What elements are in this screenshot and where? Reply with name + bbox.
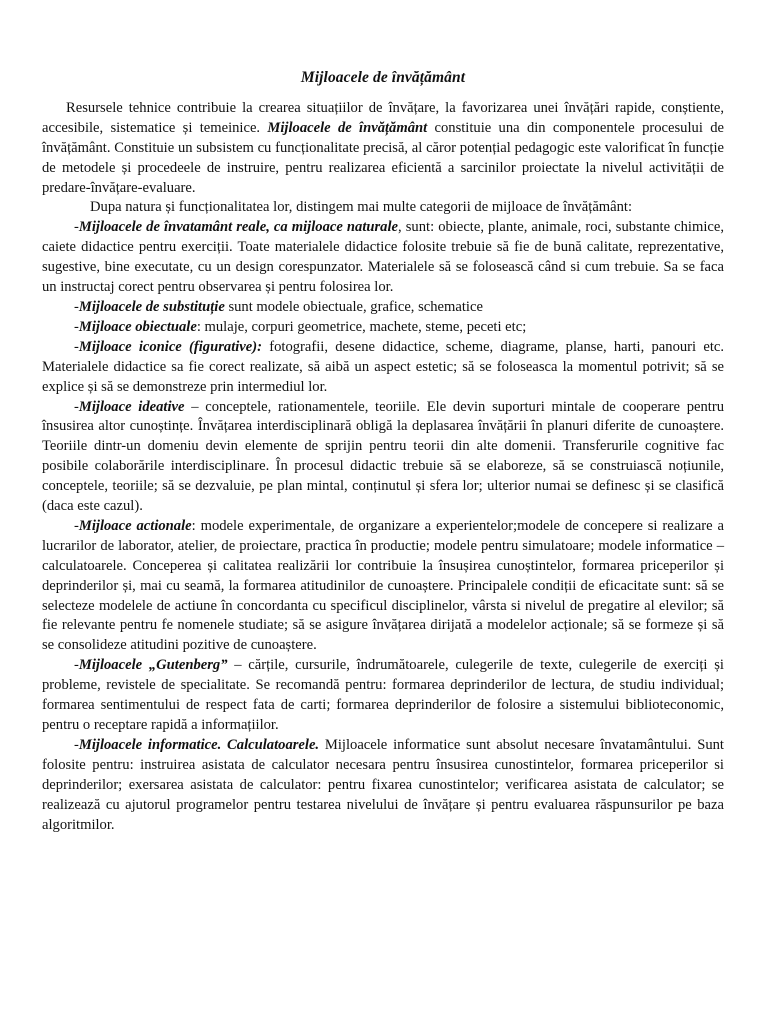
text-segment: constituie una din componentele procesului de învățământ. Constituie un subsistem cu funcționalitate precisă, al căror potențial pedagogic este valorificat în funcție de metodele și procedeele de instruire, pentru realizarea eficientă a sarcinilor proiectate la nivelul activității de predare-învățare-evaluare. xyxy=(42,119,724,196)
text-segment: : mulaje, corpuri geometrice, machete, steme, peceti etc; xyxy=(196,318,527,335)
term-obiectuale: Mijloace obiectuale xyxy=(78,318,197,335)
paragraph-iconice xyxy=(42,338,724,398)
text-segment: Mijloacele informatice sunt absolut necesare învatamântului. Sunt folosite pentru: instruirea asistata de calculator necesara pentru însusirea cunostintelor, formarea priceperilor si deprinderilor; exersarea asistata de calculator: pentru fixarea cunostintelor; verificarea asistata de calculator; se realizează cu ajutorul programelor pentru testarea nivelului de învățare și pentru evaluarea răspunsurilor pe baza algoritmilor. xyxy=(42,736,724,833)
text-segment: – conceptele, rationamentele, teoriile. Ele devin suporturi mintale de cooperare pentru însusirea altor cunoștințe. Învățarea interdisciplinară obligă la deplasarea învățării în planuri diferite de cunoaștere. Teoriile dintr-un domeniu devin elemente de sprijin pentru teorii din alte domenii. Transferurile cognitive fac posibile colaborările interdisciplinare. În procesul didactic trebuie să se elaboreze, să se construiască noțiunile, conceptele, teoriile; să se dezvaluie, pe plan mintal, conținutul și sfera lor; ulterior numai se definesc și se clasifică (daca este cazul). xyxy=(42,398,724,515)
paragraph-actionale xyxy=(42,517,724,656)
term-gutenberg: Mijloacele „Gutenberg” xyxy=(78,657,228,674)
text-segment: Resursele tehnice contribuie la crearea situațiilor de învățare, la favorizarea unei învățări rapide, conștiente, accesibile, sistematice și temeinice. xyxy=(42,99,724,136)
text-segment: sunt modele obiectuale, grafice, schematice xyxy=(224,298,483,315)
document-body xyxy=(42,99,724,836)
paragraph-categories-intro xyxy=(42,198,724,218)
paragraph-substitutie xyxy=(42,298,724,318)
paragraph-informatice xyxy=(42,736,724,836)
document-title: Mijloacele de învățământ xyxy=(300,69,466,86)
text-segment: - xyxy=(74,517,79,534)
text-segment: - xyxy=(74,219,79,236)
text-segment: - xyxy=(74,398,79,415)
text-segment: Dupa natura și funcționalitatea lor, distingem mai multe categorii de mijloace de învățământ: xyxy=(90,199,633,216)
text-segment: fotografii, desene didactice, scheme, diagrame, planse, harti, panouri etc. Materialele didactice sa fie corect realizate, să aibă un aspect estetic; să se foloseasca la momentul potrivit; să se explice și să se demonstreze prin intermediul lor. xyxy=(42,338,724,395)
text-segment: - xyxy=(74,736,79,753)
text-segment: , sunt: obiecte, plante, animale, roci, substante chimice, caiete didactice pentru exerciții. Toate materialele didactice folosite trebuie să fie de bună calitate, reprezentative, sugestive, bine executate, cu un design corespunzator. Materialele să se folosească când si cum trebuie. Sa se faca un instructaj corect pentru observarea și pentru folosirea lor. xyxy=(42,219,724,296)
paragraph-obiectuale xyxy=(42,318,724,338)
term-substitutie: Mijloacele de substituție xyxy=(78,298,225,315)
text-segment: - xyxy=(74,318,79,335)
text-segment: : modele experimentale, de organizare a experientelor;modele de concepere si realizare a lucrarilor de laborator, atelier, de proiectare, practica în productie; modele pentru simulatoare; modele informatice – calculatoarele. Conceperea și calitatea realizării lor contribuie la însușirea cunoștintelor, formarea priceperilor și deprinderilor și, mai cu seamă, la formarea atitudinilor de cunoaștere. Principalele condiții de eficacitate sunt: să se selecteze modelele de actiune în concordanta cu specificul disciplinelor, vârsta si nivelul de pregatire al elevilor; să fie relevante pentru fe nomenele studiate; să se asigure învățarea dirijată a modelelor acționale; să se formeze și să se consolideze atitudini pozitive de cunoaștere. xyxy=(42,517,724,654)
term-informatice: Mijloacele informatice. Calculatoarele. xyxy=(78,736,320,753)
text-segment: - xyxy=(74,338,79,355)
paragraph-reale xyxy=(42,218,724,298)
text-segment: - xyxy=(74,298,79,315)
paragraph-gutenberg xyxy=(42,656,724,736)
paragraph-ideative xyxy=(42,398,724,517)
term-actionale: Mijloace actionale xyxy=(78,517,192,534)
term-reale: Mijloacele de învatamânt reale, ca mijloace naturale xyxy=(78,219,399,236)
term-ideative: Mijloace ideative xyxy=(78,398,185,415)
text-segment: – cărțile, cursurile, îndrumătoarele, culegerile de texte, culegerile de exerciți și probleme, revistele de specialitate. Se recomandă pentru: formarea deprinderilor de lectura, de studiu individual; formarea sentimentului de respect fata de carti; formarea deprinderilor de folosire a sistemului biblioteconomic, pentru o receptare rapidă a informațiilor. xyxy=(42,657,724,733)
term-intro: Mijloacele de învățământ xyxy=(267,119,428,136)
text-segment: - xyxy=(74,657,79,674)
term-iconice: Mijloace iconice (figurative): xyxy=(78,338,262,355)
paragraph-intro xyxy=(42,99,724,199)
